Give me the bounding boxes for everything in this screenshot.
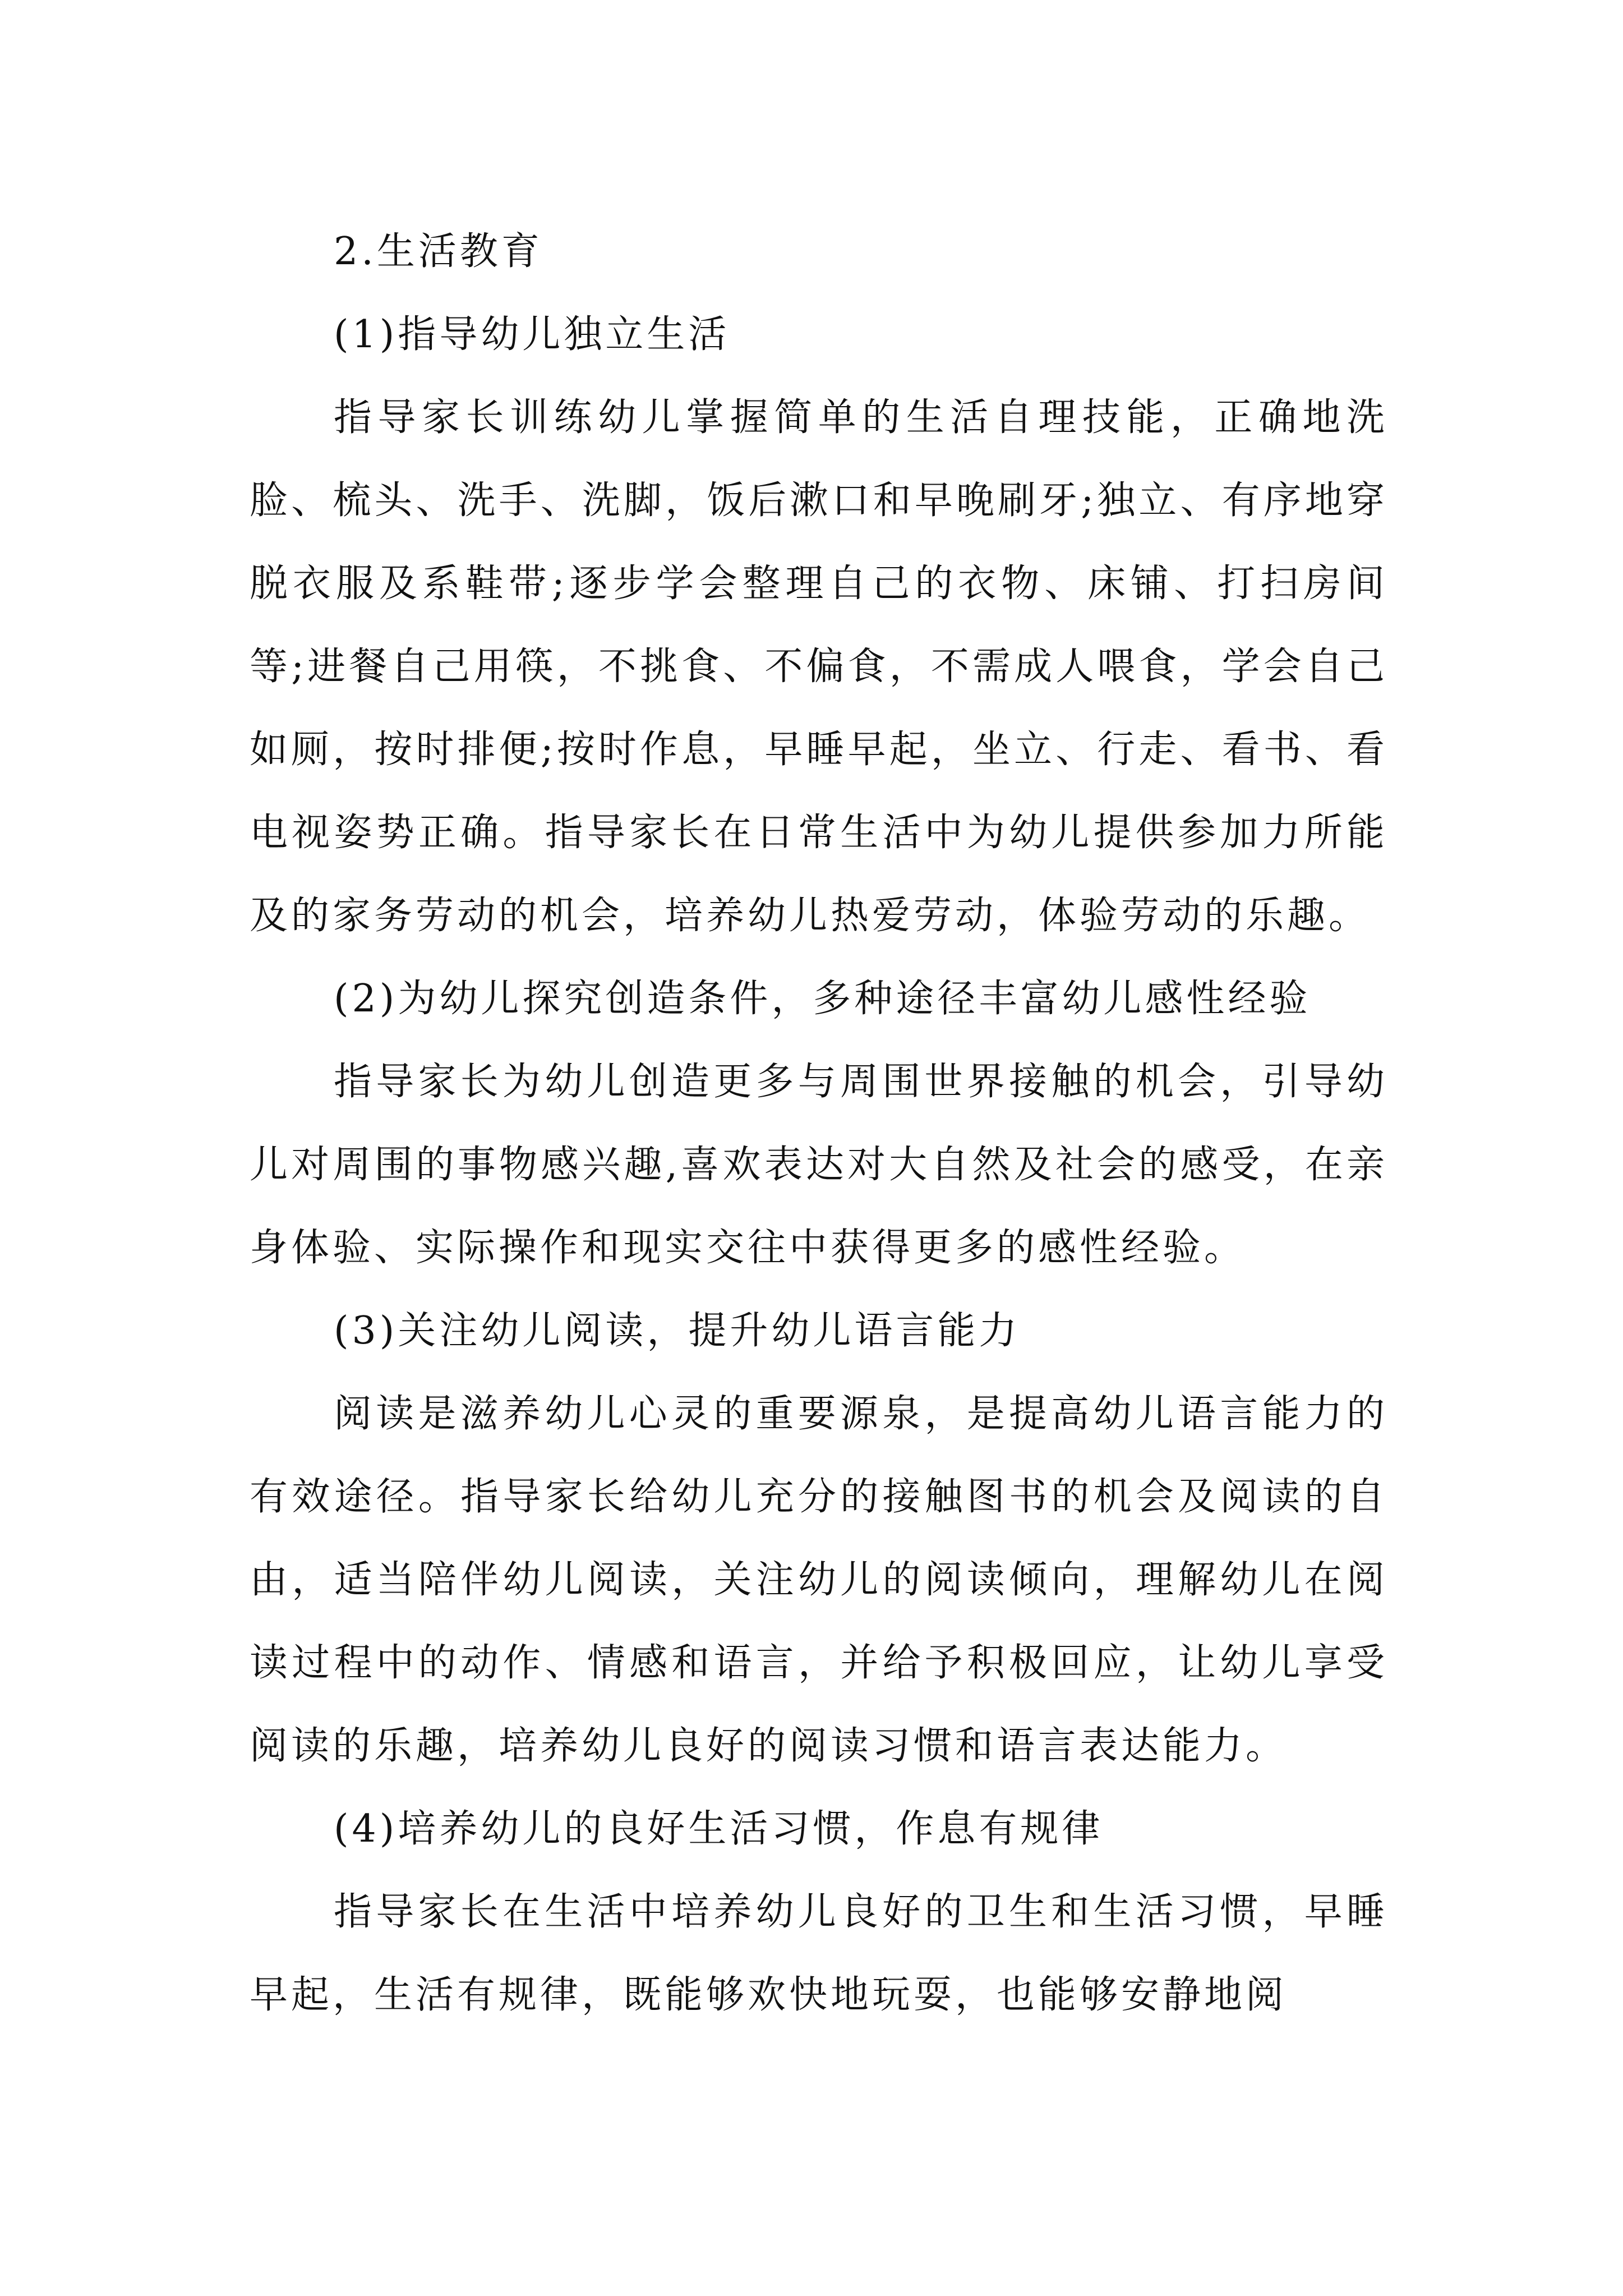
paragraph-habits: 指导家长在生活中培养幼儿良好的卫生和生活习惯，早睡早起，生活有规律，既能够欢快地玩耍，也能够安静地阅 <box>250 1890 1388 2017</box>
subsection-heading-independent-living: (1)指导幼儿独立生活 <box>334 312 730 357</box>
subsection-heading-reading: (3)关注幼儿阅读，提升幼儿语言能力 <box>334 1309 1021 1353</box>
paragraph-independent-living: 指导家长训练幼儿掌握简单的生活自理技能，正确地洗脸、梳头、洗手、洗脚，饭后漱口和早晚刷牙;独立、有序地穿脱衣服及系鞋带;逐步学会整理自己的衣物、床铺、打扫房间等;进餐自己用筷，不挑食、不偏食，不需成人喂食，学会自己如厕，按时排便;按时作息，早睡早起，坐立、行走、看书、看电视姿势正确。指导家长在日常生活中为幼儿提供参加力所能及的家务劳动的机会，培养幼儿热爱劳动，体验劳动的乐趣。 <box>250 395 1388 938</box>
paragraph-reading: 阅读是滋养幼儿心灵的重要源泉，是提高幼儿语言能力的有效途径。指导家长给幼儿充分的接触图书的机会及阅读的自由，适当陪伴幼儿阅读，关注幼儿的阅读倾向，理解幼儿在阅读过程中的动作、情感和语言，并给予积极回应，让幼儿享受阅读的乐趣，培养幼儿良好的阅读习惯和语言表达能力。 <box>250 1392 1388 1768</box>
paragraph-exploration: 指导家长为幼儿创造更多与周围世界接触的机会，引导幼儿对周围的事物感兴趣,喜欢表达对大自然及社会的感受，在亲身体验、实际操作和现实交往中获得更多的感性经验。 <box>250 1060 1388 1270</box>
subsection-heading-exploration: (2)为幼儿探究创造条件，多种途径丰富幼儿感性经验 <box>334 977 1311 1021</box>
subsection-heading-habits: (4)培养幼儿的良好生活习惯，作息有规律 <box>334 1807 1104 1851</box>
section-heading-life-education: 2.生活教育 <box>334 229 543 274</box>
document-body <box>250 210 1388 2037</box>
